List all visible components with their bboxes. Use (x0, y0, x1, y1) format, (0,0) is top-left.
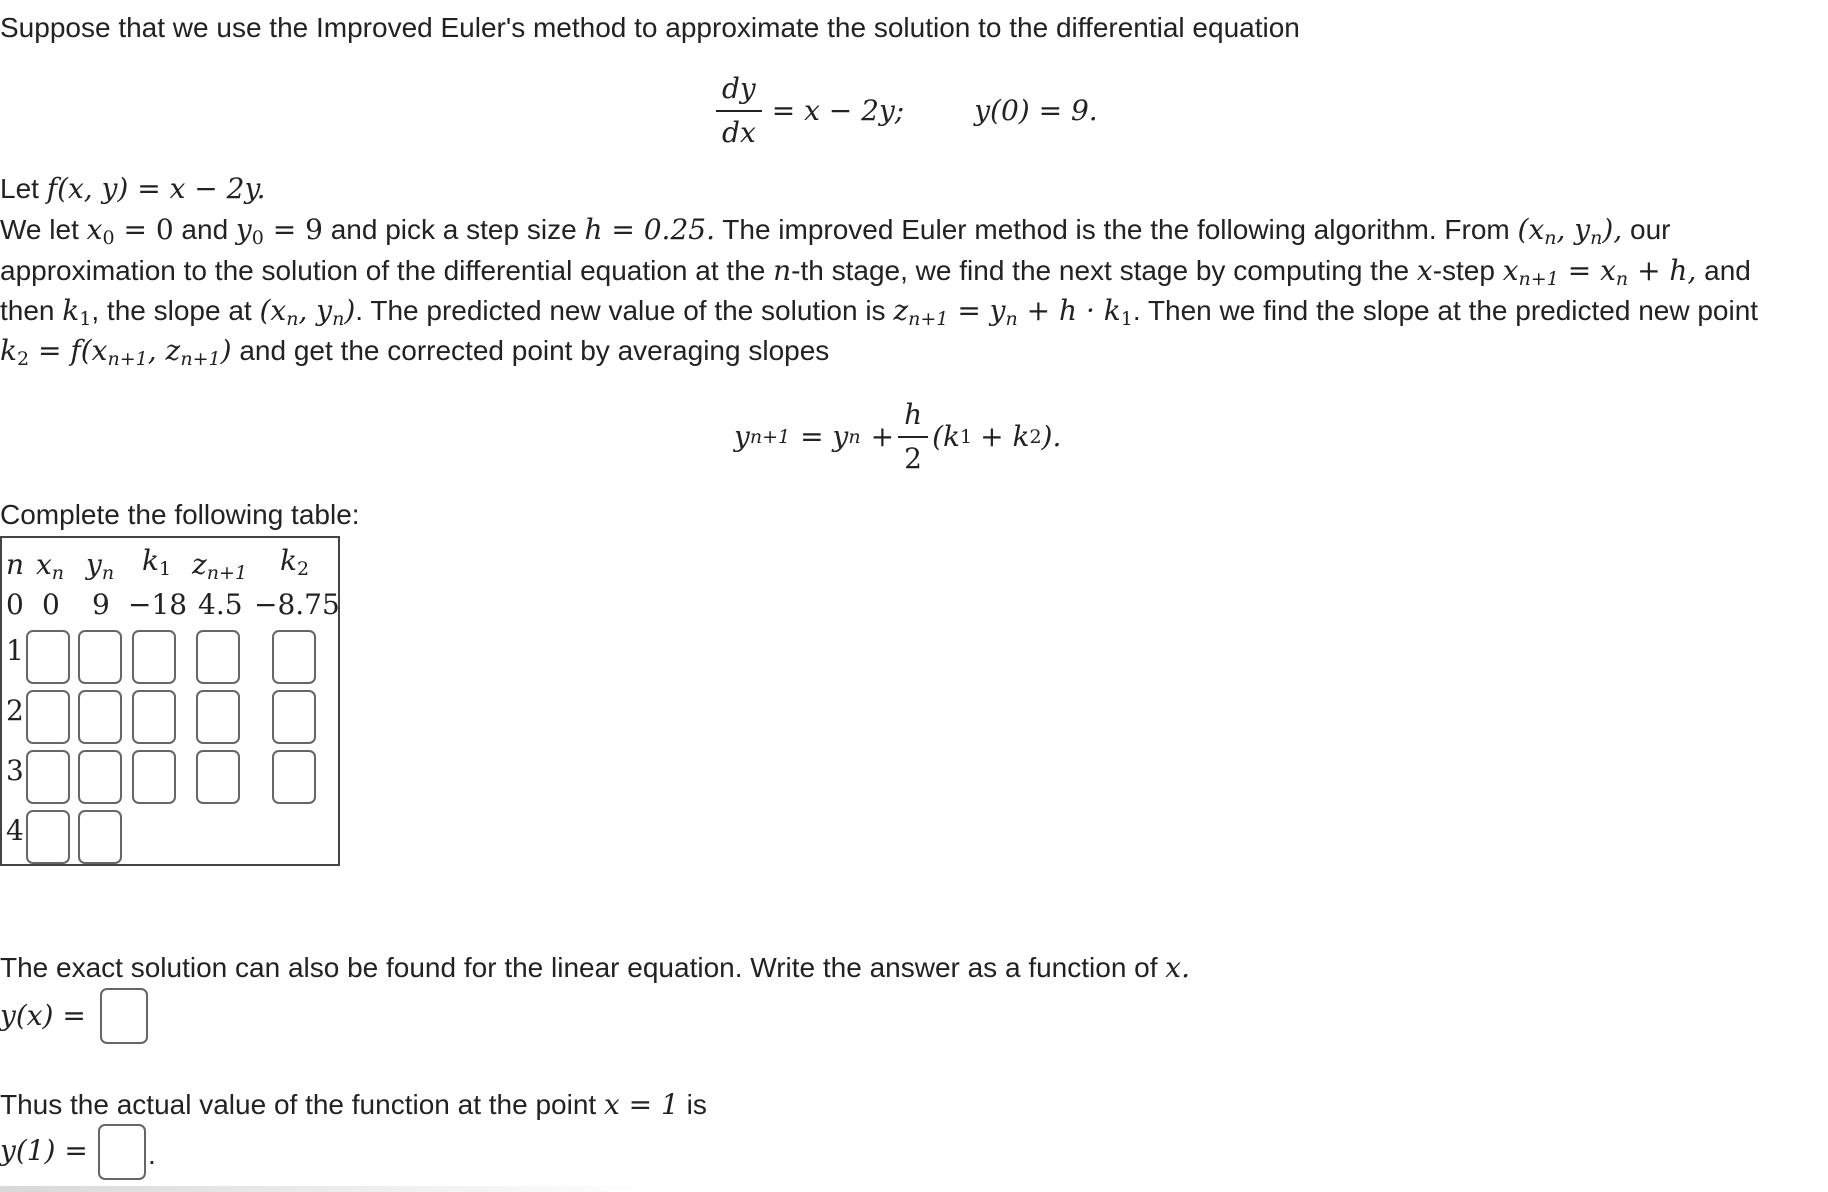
input-y3[interactable] (78, 750, 122, 804)
y1-period: . (148, 1139, 156, 1170)
row-label-3: 3 (6, 754, 24, 787)
row0-zn1: 4.5 (198, 588, 243, 621)
input-x1[interactable] (26, 630, 70, 684)
header-n: n (6, 548, 25, 581)
input-k1-2[interactable] (132, 690, 176, 744)
row0-k1: −18 (128, 588, 188, 621)
row-label-1: 1 (6, 634, 24, 667)
input-k2-3[interactable] (272, 750, 316, 804)
y1-label: y(1) = (0, 1134, 88, 1167)
para-line-3: then $k_1$, the slope at ($x_n$, $y_n$). The predicted new value of the solution is $z_{n+1} = y_n + h \cdot k_1$. Then we find the slope at the predicted new point (0, 294, 1759, 330)
input-y1[interactable] (78, 630, 122, 684)
input-k1-1[interactable] (132, 630, 176, 684)
input-z3[interactable] (196, 690, 240, 744)
complete-table-prompt: Complete the following table: (0, 499, 360, 530)
input-y4[interactable] (78, 810, 122, 864)
header-xn: $x_n$ (36, 548, 65, 584)
ode-equation: $\frac{dy}{dx}$ = x − 2y; y(0) = 9. (712, 66, 1098, 156)
input-k2-2[interactable] (272, 690, 316, 744)
let-f: Let f(x, y) = x − 2y. (0, 172, 266, 205)
input-y2[interactable] (78, 690, 122, 744)
header-yn: $y_n$ (86, 548, 115, 584)
input-x3[interactable] (26, 750, 70, 804)
actual-value-text: Thus the actual value of the function at the point x = 1 is (0, 1088, 707, 1121)
input-z2[interactable] (196, 630, 240, 684)
corrected-formula: y n+1 = y n + $\frac{h}{2}$ (k 1 + k 2 ). (734, 398, 1062, 475)
yx-label: y(x) = (0, 999, 86, 1032)
input-z4[interactable] (196, 750, 240, 804)
row-label-2: 2 (6, 694, 24, 727)
para-line-4: $k_2 = f(x_{n+1}$, $z_{n+1}$) and get the corrected point by averaging slopes (0, 334, 830, 370)
header-zn1: $z_{n+1}$ (192, 548, 248, 584)
euler-table (0, 536, 340, 866)
bottom-shadow (0, 1186, 660, 1192)
row0-n: 0 (6, 588, 24, 621)
input-k1-3[interactable] (132, 750, 176, 804)
row0-k2: −8.75 (254, 588, 340, 621)
yx-answer-input[interactable] (100, 988, 148, 1044)
para-line-2: approximation to the solution of the differential equation at the n-th stage, we find the next stage by computing the x-step $x_{n+1} = x_n + h$, and (0, 254, 1751, 290)
input-k2-1[interactable] (272, 630, 316, 684)
input-x4[interactable] (26, 810, 70, 864)
input-x2[interactable] (26, 690, 70, 744)
intro-text: Suppose that we use the Improved Euler's method to approximate the solution to the differential equation (0, 12, 1300, 43)
row-label-4: 4 (6, 814, 24, 847)
row0-yn: 9 (92, 588, 110, 621)
row0-xn: 0 (42, 588, 60, 621)
exact-solution-text: The exact solution can also be found for the linear equation. Write the answer as a function of x. (0, 951, 1190, 984)
y1-answer-input[interactable] (98, 1124, 146, 1180)
header-k1: $k_1$ (142, 544, 172, 580)
header-k2: $k_2$ (280, 544, 310, 580)
para-line-1: We let $x_0 = 0$ and $y_0 = 9$ and pick a step size h = 0.25. The improved Euler method is the the following algorithm. From ($x_n$, $y_n$), our (0, 213, 1671, 249)
